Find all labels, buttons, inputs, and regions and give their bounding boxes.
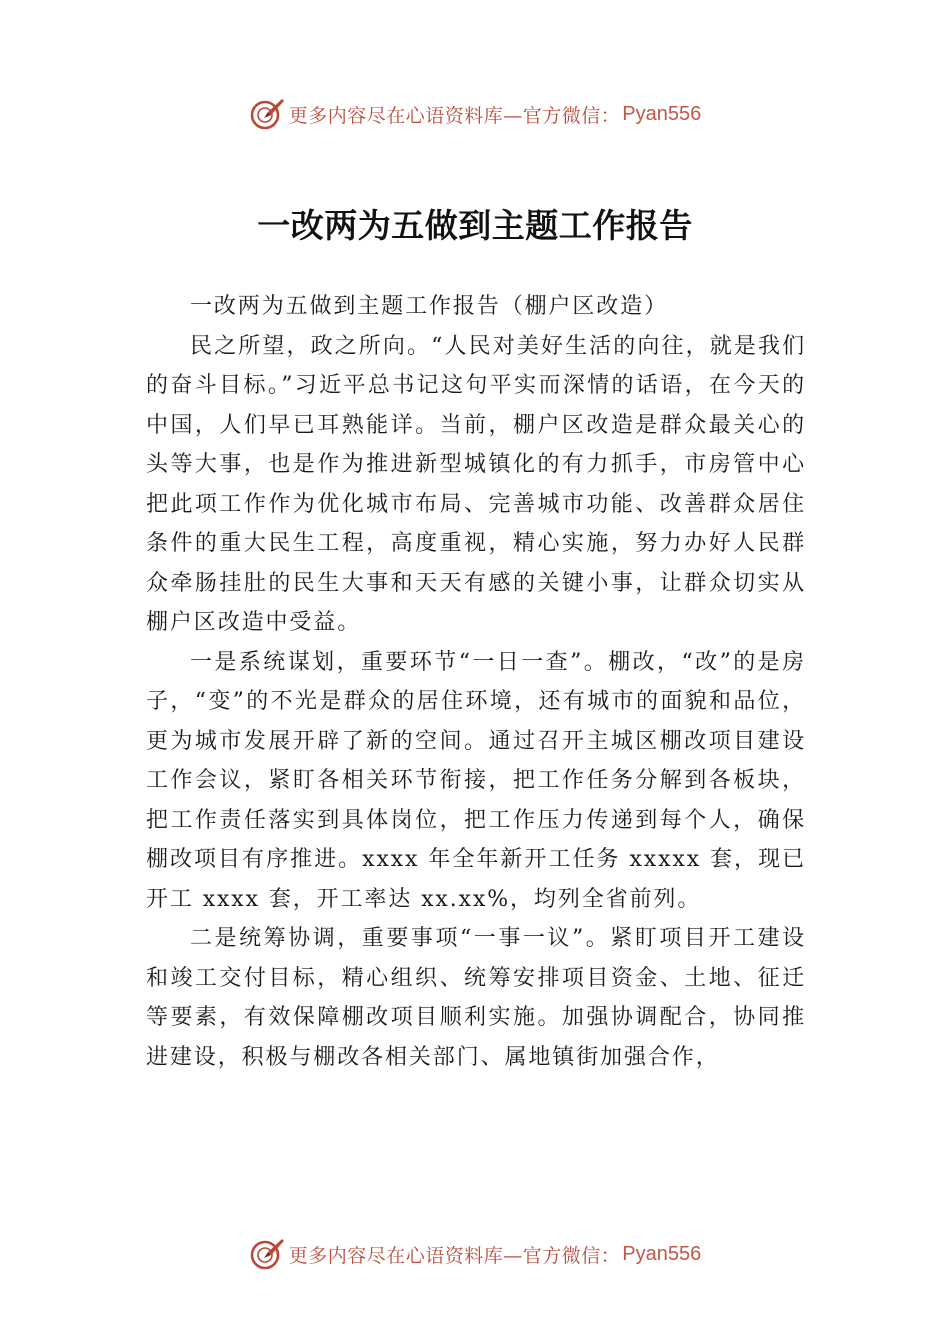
pen-logo-icon: [249, 1236, 285, 1272]
watermark-text: 更多内容尽在心语资料库—官方微信：: [288, 1244, 621, 1267]
paragraph-intro: 民之所望，政之所向。“人民对美好生活的向往，就是我们的奋斗目标。”习近平总书记这句平实而深情的话语，在今天的中国，人们早已耳熟能详。当前，棚户区改造是群众最关心的头等大事，也是作为推进新型城镇化的有力抓手，市房管中心把此项工作作为优化城市布局、完善城市功能、改善群众居住条件的重大民生工程，高度重视，精心实施，努力办好人民群众牵肠挂肚的民生大事和天天有感的关键小事，让群众切实从棚户区改造中受益。: [146, 333, 806, 635]
watermark-wechat-id: Pyan556: [622, 1242, 702, 1265]
document-body: [146, 287, 806, 1077]
watermark-text: 更多内容尽在心语资料库—官方微信：: [288, 104, 621, 127]
document-title: 一改两为五做到主题工作报告: [257, 206, 693, 245]
paragraph-subtitle: 一改两为五做到主题工作报告（棚户区改造）: [190, 294, 669, 319]
paragraph-point-one: 一是系统谋划，重要环节“一日一查”。棚改，“改”的是房子，“变”的不光是群众的居住环境，还有城市的面貌和品位，更为城市发展开辟了新的空间。通过召开主城区棚改项目建设工作会议，紧盯各相关环节衔接，把工作任务分解到各板块，把工作责任落实到具体岗位，把工作压力传递到每个人，确保棚改项目有序推进。xxxx 年全年新开工任务 xxxxx 套，现已开工 xxxx 套，开工率达 xx.xx%，均列全省前列。: [146, 649, 806, 912]
watermark-wechat-id: Pyan556: [622, 102, 702, 125]
footer-watermark: [0, 1232, 950, 1276]
paragraph-point-two: 二是统筹协调，重要事项“一事一议”。紧盯项目开工建设和竣工交付目标，精心组织、统筹安排项目资金、土地、征迁等要素，有效保障棚改项目顺利实施。加强协调配合，协同推进建设，积极与棚改各相关部门、属地镇街加强合作，: [146, 926, 806, 1070]
header-watermark: [0, 92, 950, 136]
pen-logo-icon: [249, 96, 285, 132]
